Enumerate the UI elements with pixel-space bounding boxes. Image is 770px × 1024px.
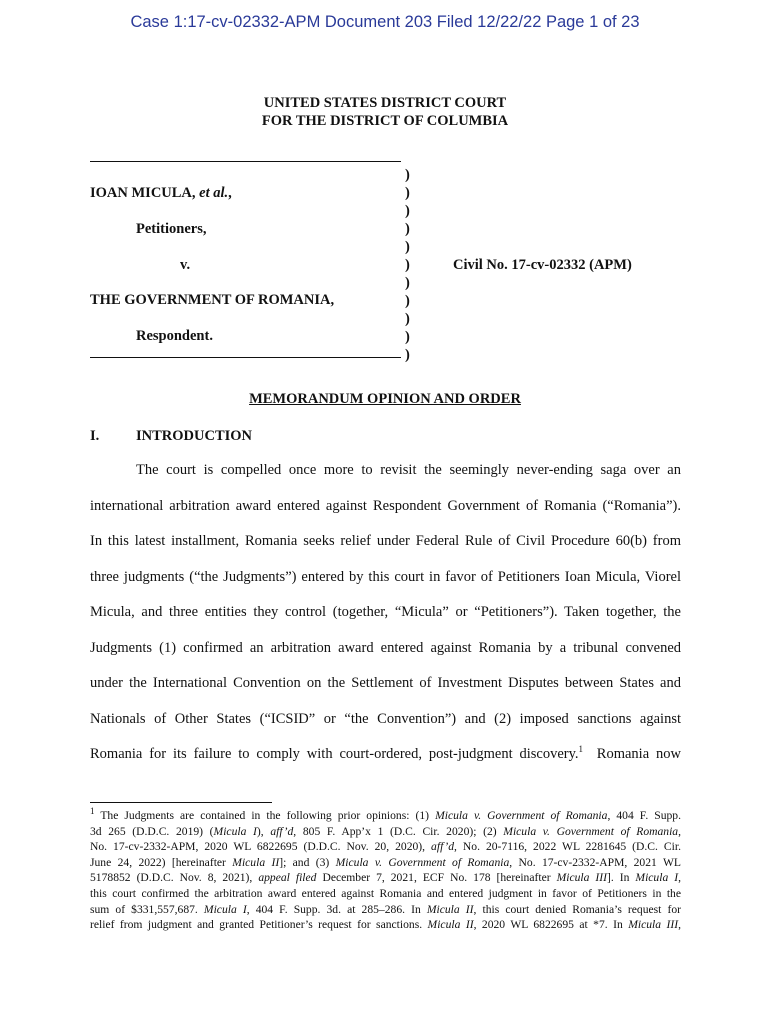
footnote-separator bbox=[90, 802, 272, 803]
body-line: Romania for its failure to comply with court-ordered, post-judgment discovery.$^1$ Romania now bbox=[90, 744, 681, 762]
section-number: I. bbox=[90, 428, 100, 444]
body-line: Nationals of Other States (“ICSID” or “the Convention”) and (2) imposed sanctions against bbox=[90, 710, 681, 727]
respondent-label: Respondent. bbox=[136, 328, 213, 344]
footnote-line: June 24, 2022) [hereinafter Micula II]; and (3) Micula v. Government of Romania, No. 17-cv-2332-APM, 2021 WL bbox=[90, 855, 681, 869]
court-name-line1: UNITED STATES DISTRICT COURT bbox=[263, 95, 507, 111]
case-header: Case 1:17-cv-02332-APM Document 203 Filed 12/22/22 Page 1 of 23 bbox=[130, 13, 640, 31]
body-line: In this latest installment, Romania seeks relief under Federal Rule of Civil Procedure 60(b) from bbox=[90, 533, 681, 549]
footnote-line: this court confirmed the arbitration award entered against Romania and entered judgment in favor of Petitioners in the bbox=[90, 886, 681, 900]
court-name-line2: FOR THE DISTRICT OF COLUMBIA bbox=[261, 113, 509, 129]
respondent-name: THE GOVERNMENT OF ROMANIA, bbox=[90, 292, 335, 308]
petitioners-label: Petitioners, bbox=[136, 221, 207, 237]
section-heading: INTRODUCTION bbox=[136, 428, 253, 444]
caption-bottom-rule bbox=[90, 357, 401, 358]
caption-top-rule bbox=[90, 161, 401, 162]
footnote-line: 5178852 (D.D.C. Nov. 8, 2021), appeal filed December 7, 2021, ECF No. 178 [hereinafter Micula III]. In Micula I, bbox=[90, 871, 682, 885]
court-name bbox=[0, 94, 770, 130]
civil-number: Civil No. 17-cv-02332 (APM) bbox=[453, 257, 632, 273]
versus-label: v. bbox=[180, 257, 191, 273]
footnote-line: No. 17-cv-2332-APM, 2020 WL 6822695 (D.D.C. Nov. 20, 2020), aff’d, No. 20-7116, 2022 WL 2281645 (D.C. Cir. bbox=[90, 840, 681, 854]
footnote-reference[interactable]: 1 bbox=[578, 744, 584, 755]
footnote-line: relief from judgment and granted Petitioner’s request for sanctions. Micula II, 2020 WL 6822695 at *7. In Micula III, bbox=[90, 918, 681, 932]
introduction-paragraph bbox=[90, 453, 681, 773]
body-line: under the International Convention on the Settlement of Investment Disputes between States and bbox=[90, 675, 681, 691]
footnote-line: sum of $331,557,687. Micula I, 404 F. Supp. 3d. at 285–286. In Micula II, this court denied Romania’s request for bbox=[90, 902, 682, 916]
body-line: international arbitration award entered against Respondent Government of Romania (“Romania”). bbox=[90, 497, 681, 514]
body-line: The court is compelled once more to revisit the seemingly never-ending saga over an bbox=[136, 462, 681, 478]
caption-parentheses: ) ) ) ) ) ) ) ) ) ) ) bbox=[405, 167, 410, 363]
body-line: Judgments (1) confirmed an arbitration award entered against Romania by a tribunal convened bbox=[90, 639, 681, 656]
body-line: Micula, and three entities they control (together, “Micula” or “Petitioners”). Taken together, the bbox=[90, 604, 681, 620]
document-title: MEMORANDUM OPINION AND ORDER bbox=[249, 391, 521, 407]
footnote-1 bbox=[90, 808, 681, 933]
footnote-line: 3d 265 (D.D.C. 2019) (Micula I), aff’d, 805 F. App’x 1 (D.C. Cir. 2020); (2) Micula v. Government of Romania, bbox=[90, 824, 682, 838]
body-line: three judgments (“the Judgments”) entered by this court in favor of Petitioners Ioan Micula, Viorel bbox=[90, 568, 681, 585]
petitioner-name: IOAN MICULA, et al., bbox=[90, 185, 232, 201]
footnote-line: $^1$ The Judgments are contained in the following prior opinions: (1) Micula v. Government of Romania, 404 F. Supp. bbox=[90, 806, 682, 822]
